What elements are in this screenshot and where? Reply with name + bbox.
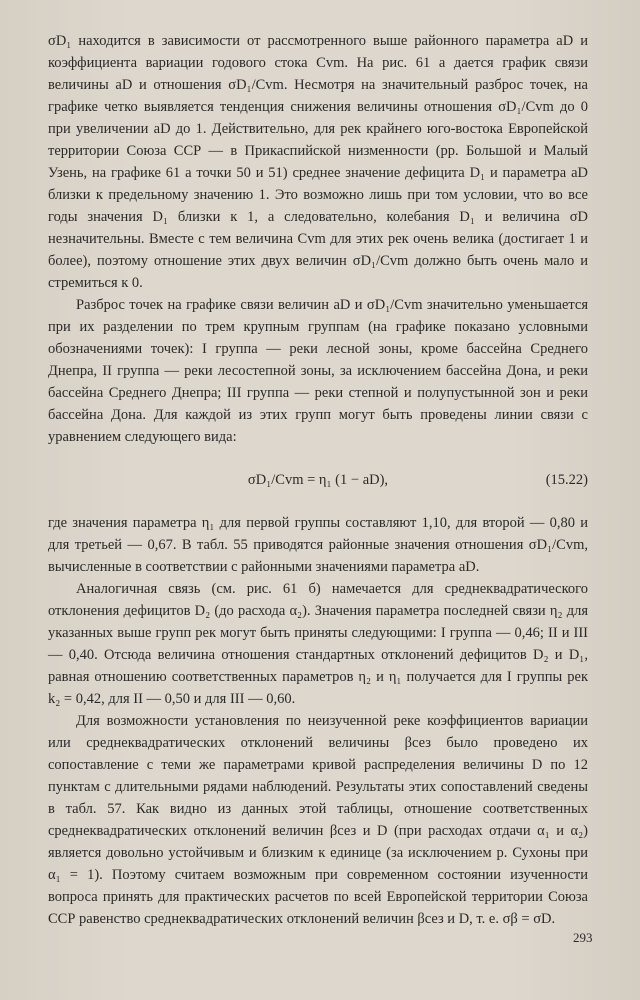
equation-number: (15.22) — [545, 472, 588, 488]
paragraph-4: Аналогичная связь (см. рис. 61 б) намечается для среднеквадратического отклонения дефицитов D₂ (до расхода α₂). Значения параметра последней связи η₂ для указанных выше групп рек могут быть приняты следующими: I группа — 0,46; II и III — 0,40. Отсюда величина отношения стандартных отклонений дефицитов D₂ и D₁, равная отношению соответственных параметров η₂ и η₁ получается для I группы рек k₂ = 0,42, для II — 0,50 и для III — 0,60. — [48, 581, 588, 707]
paragraph-1: σD₁ находится в зависимости от рассмотренного выше районного параметра aD и коэффициента вариации годового стока Cvm. На рис. 61 а дается график связи величины aD и отношения σD₁/Cvm. Несмотря на значительный разброс точек, на графике четко выявляется тенденция снижения величины отношения σD₁/Cvm до 0 при увеличении aD до 1. Действительно, для рек крайнего юго-востока Европейской территории Союза ССР — в Прикаспийской низменности (рр. Большой и Малый Узень, на графике 61 а точки 50 и 51) среднее значение дефицита D₁ и параметра aD близки к предельному значению 1. Это возможно лишь при том условии, что во все годы значения D₁ близки к 1, а следовательно, колебания D₁ и величина σD незначительны. Вместе с тем величина Cvm для этих рек очень велика (достигает 1 и более), поэтому отношение этих двух величин σD₁/Cvm должно быть очень мало и стремиться к 0. — [48, 33, 588, 291]
paragraph-5: Для возможности установления по неизученной реке коэффициентов вариации или среднеквадратических отклонений величины βсез было проведено их сопоставление с теми же параметрами кривой распределения величины D по 12 пунктам с длительными рядами наблюдений. Результаты этих сопоставлений сведены в табл. 57. Как видно из данных этой таблицы, отношение соответственных среднеквадратических отклонений величин βсез и D (при расходах отдачи α₁ и α₂) является довольно устойчивым и близким к единице (за исключением р. Сухоны при α₁ = 1). Поэтому считаем возможным при современном состоянии изученности вопроса принять для практических расчетов по всей Европейской территории Союза ССР равенство среднеквадратических отклонений величин βсез и D, т. е. σβ = σD. — [48, 713, 588, 927]
body-text — [48, 30, 588, 930]
page-number: 293 — [573, 930, 593, 945]
equation-15-22 — [48, 460, 588, 500]
paragraph-2: Разброс точек на графике связи величин aD и σD₁/Cvm значительно уменьшается при их разделении по трем крупным группам (на графике показано условными обозначениями точек): I группа — реки лесной зоны, кроме бассейна Среднего Днепра, II группа — реки лесостепной зоны, за исключением бассейна Дона, и реки бассейна Среднего Днепра; III группа — реки степной и полупустынной зон и реки бассейна Дона. Для каждой из этих групп могут быть проведены линии связи с уравнением следующего вида: — [48, 297, 588, 445]
equation-body: σD₁/Cvm = η₁ (1 − aD), — [247, 472, 389, 488]
paragraph-3: где значения параметра η₁ для первой группы составляют 1,10, для второй — 0,80 и для третьей — 0,67. В табл. 55 приводятся районные значения отношения σD₁/Cvm, вычисленные в соответствии с районными значениями параметра aD. — [48, 515, 588, 575]
